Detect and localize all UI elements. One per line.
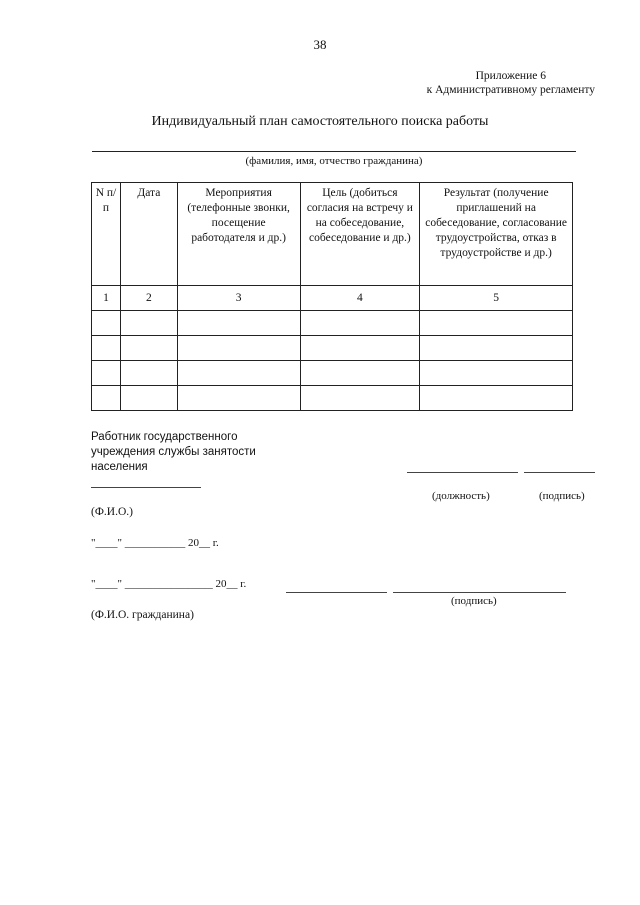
table-cell[interactable] <box>92 386 121 411</box>
table-cell[interactable] <box>120 336 177 361</box>
plan-table <box>91 182 573 411</box>
header-date: Дата <box>120 183 177 286</box>
table-cell[interactable] <box>177 361 300 386</box>
table-cell[interactable] <box>120 361 177 386</box>
citizen-fio-label: (Ф.И.О. гражданина) <box>91 609 194 621</box>
table-cell[interactable] <box>420 336 573 361</box>
annex-reference <box>427 69 595 97</box>
header-goal: Цель (добиться согласия на встречу и на собеседование, собеседование и др.) <box>300 183 420 286</box>
column-number: 5 <box>420 286 573 311</box>
table-row <box>92 336 573 361</box>
table-cell[interactable] <box>177 386 300 411</box>
table-cell[interactable] <box>420 386 573 411</box>
table-column-numbers-row <box>92 286 573 311</box>
position-caption: (должность) <box>432 490 490 502</box>
column-number: 1 <box>92 286 121 311</box>
column-number: 2 <box>120 286 177 311</box>
table-cell[interactable] <box>177 336 300 361</box>
table-cell[interactable] <box>177 311 300 336</box>
table-row <box>92 361 573 386</box>
table-cell[interactable] <box>92 311 121 336</box>
header-activities: Мероприятия (телефонные звонки, посещение работодателя и др.) <box>177 183 300 286</box>
citizen-name-line <box>92 151 576 152</box>
table-cell[interactable] <box>300 311 420 336</box>
table-cell[interactable] <box>120 386 177 411</box>
table-cell[interactable] <box>92 361 121 386</box>
table-cell[interactable] <box>300 336 420 361</box>
worker-date-line: "____" ___________ 20__ г. <box>91 537 219 549</box>
annex-line-1: Приложение 6 <box>475 70 546 82</box>
annex-line-2: к Административному регламенту <box>426 84 595 96</box>
table-cell[interactable] <box>300 386 420 411</box>
table-header-row <box>92 183 573 286</box>
citizen-date-line: "____" ________________ 20__ г. <box>91 578 247 590</box>
worker-fio-blank-line[interactable] <box>91 487 201 488</box>
table-row <box>92 386 573 411</box>
column-number: 4 <box>300 286 420 311</box>
table-cell[interactable] <box>120 311 177 336</box>
citizen-signature-line[interactable] <box>393 592 566 593</box>
citizen-signature-caption: (подпись) <box>451 595 497 607</box>
page-number: 38 <box>313 37 327 52</box>
table-cell[interactable] <box>92 336 121 361</box>
table-cell[interactable] <box>420 311 573 336</box>
header-result: Результат (получение приглашений на собеседование, согласование трудоустройства, отказ в трудоустройстве и др.) <box>420 183 573 286</box>
position-blank-line[interactable] <box>407 472 518 473</box>
citizen-blank-line-1[interactable] <box>286 592 387 593</box>
document-title: Индивидуальный план самостоятельного поиска работы <box>151 114 489 129</box>
header-number: N п/п <box>92 183 121 286</box>
worker-label: Работник государственного учреждения службы занятости населения <box>91 431 256 473</box>
column-number: 3 <box>177 286 300 311</box>
signature-caption: (подпись) <box>539 490 585 502</box>
citizen-name-caption: (фамилия, имя, отчество гражданина) <box>245 155 423 167</box>
table-cell[interactable] <box>420 361 573 386</box>
worker-fio-label: (Ф.И.О.) <box>91 506 133 518</box>
table-cell[interactable] <box>300 361 420 386</box>
signature-blank-line[interactable] <box>524 472 595 473</box>
table-row <box>92 311 573 336</box>
